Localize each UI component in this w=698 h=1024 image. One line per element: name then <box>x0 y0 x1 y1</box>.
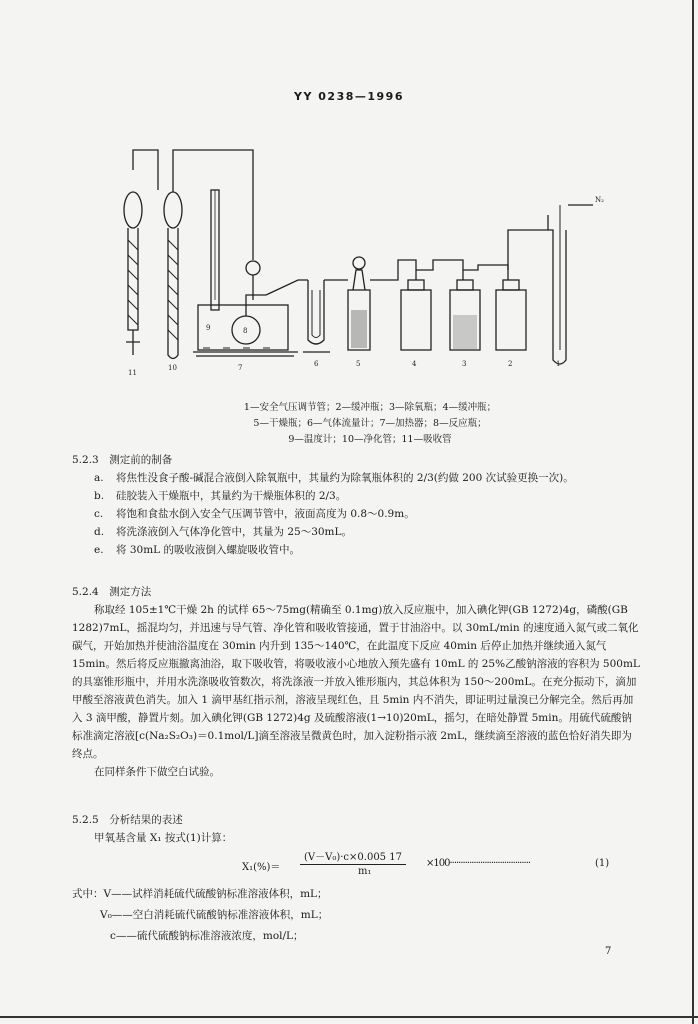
formula-rest: ×100····································· <box>426 858 531 869</box>
section-heading: 5.2.4 测定方法 <box>72 586 152 598</box>
item-text: 硅胶装入干燥瓶中，其量约为干燥瓶体积的 2/3。 <box>116 490 347 502</box>
fig-label-5: 5 <box>356 360 361 368</box>
section-5-2-5 <box>72 812 642 847</box>
item-text: 将焦性没食子酸-碱混合液倒入除氧瓶中，其量约为除氧瓶体积的 2/3(约做 200 次试验更换一次)。 <box>116 472 574 484</box>
apparatus-diagram <box>98 130 628 380</box>
item-text: 将饱和食盐水倒入安全气压调节管中，液面高度为 0.8～0.9m。 <box>116 508 415 520</box>
item-text: 将 30mL 的吸收液倒入螺旋吸收管中。 <box>116 544 300 556</box>
formula-1 <box>230 848 630 882</box>
fig-label-2: 2 <box>508 360 513 368</box>
fig-label-8: 8 <box>243 327 248 335</box>
fig-label-7: 7 <box>238 364 243 372</box>
list-item <box>72 469 642 487</box>
item-label: e. <box>94 544 104 556</box>
legend-line: 9—温度计；10—净化管；11—吸收管 <box>288 434 452 445</box>
definition-line: c——硫代硫酸钠标准溶液浓度，mol/L； <box>110 930 304 942</box>
formula-intro: 甲氧基含量 X₁ 按式(1)计算： <box>94 832 233 844</box>
list-item <box>72 541 642 559</box>
page-number: 7 <box>605 946 612 957</box>
item-label: a. <box>94 472 104 484</box>
formula-lhs: X₁(%)＝ <box>242 862 281 873</box>
section-5-2-4 <box>72 584 642 781</box>
item-label: b. <box>94 490 105 502</box>
section-5-2-3 <box>72 452 642 559</box>
page-edge-bottom <box>0 1016 698 1018</box>
figure-legend <box>150 400 590 448</box>
fig-label-6: 6 <box>314 360 319 368</box>
document-header: YY 0238—1996 <box>294 90 404 103</box>
item-label: d. <box>94 526 105 538</box>
fig-label-11: 11 <box>128 369 137 377</box>
list-item <box>72 505 642 523</box>
item-label: c. <box>94 508 104 520</box>
section-heading: 5.2.5 分析结果的表述 <box>72 814 183 826</box>
fig-label-3: 3 <box>462 360 467 368</box>
blank-test-note: 在同样条件下做空白试验。 <box>94 766 220 778</box>
fig-label-10: 10 <box>168 364 177 372</box>
fig-label-9: 9 <box>206 324 211 332</box>
variable-definitions <box>72 884 632 947</box>
n2-label: N₂ <box>595 196 604 204</box>
list-item <box>72 487 642 505</box>
list-item <box>72 523 642 541</box>
legend-line: 1—安全气压调节管；2—缓冲瓶；3—除氧瓶；4—缓冲瓶； <box>243 402 497 413</box>
formula-numerator: (V－V₀)·c×0.005 17 <box>300 848 406 865</box>
fig-label-1: 1 <box>556 360 561 368</box>
legend-line: 5—干燥瓶；6—气体流量计；7—加热器；8—反应瓶； <box>253 418 487 429</box>
section-heading: 5.2.3 测定前的制备 <box>72 454 173 466</box>
method-paragraph: 称取经 105±1℃干燥 2h 的试样 65～75mg(精确至 0.1mg)放入反应瓶中，加入碘化钾(GB 1272)4g，磷酸(GB 1282)7mL，摇混均匀，并迅速与导气管、净化管和吸收管接通，置于甘油浴中。以 30mL/min 的速度通入氮气或二氧化碳气，开始加热并使油浴温度在 30min 内升到 135～140℃，在此温度下反应 40min 后停止加热并继续通入氮气 15min。然后将反应瓶撤离油浴，取下吸收管，将吸收液小心地放入预先盛有 10mL 的 25%乙酸钠溶液的容积为 500mL 的具塞锥形瓶中，并用水洗涤吸收管数次，将洗涤液一并放入锥形瓶内，其总体积为 150～200mL。在充分振动下，滴加甲酸至溶液黄色消失。加入 1 滴甲基红指示剂，溶液呈现红色，且 5min 内不消失，即证明过量溴已分解完全。然后再加入 3 滴甲酸，静置片刻。加入碘化钾(GB 1272)4g 及硫酸溶液(1→10)20mL，摇匀，在暗处静置 5min。用硫代硫酸钠标准滴定溶液[c(Na₂S₂O₃)＝0.1mol/L]滴至溶液呈微黄色时，加入淀粉指示液 2mL，继续滴至溶液的蓝色恰好消失即为终点。 <box>72 604 640 760</box>
definition-line: V₀——空白消耗硫代硫酸钠标准溶液体积，mL； <box>100 909 329 921</box>
formula-denominator: m₁ <box>358 866 372 877</box>
item-text: 将洗涤液倒入气体净化管中，其量为 25～30mL。 <box>116 526 352 538</box>
page-edge-right <box>692 0 694 1024</box>
formula-number: (1) <box>595 858 610 869</box>
definition-line: 式中：V——试样消耗硫代硫酸钠标准溶液体积，mL； <box>72 888 328 900</box>
fig-label-4: 4 <box>412 360 417 368</box>
